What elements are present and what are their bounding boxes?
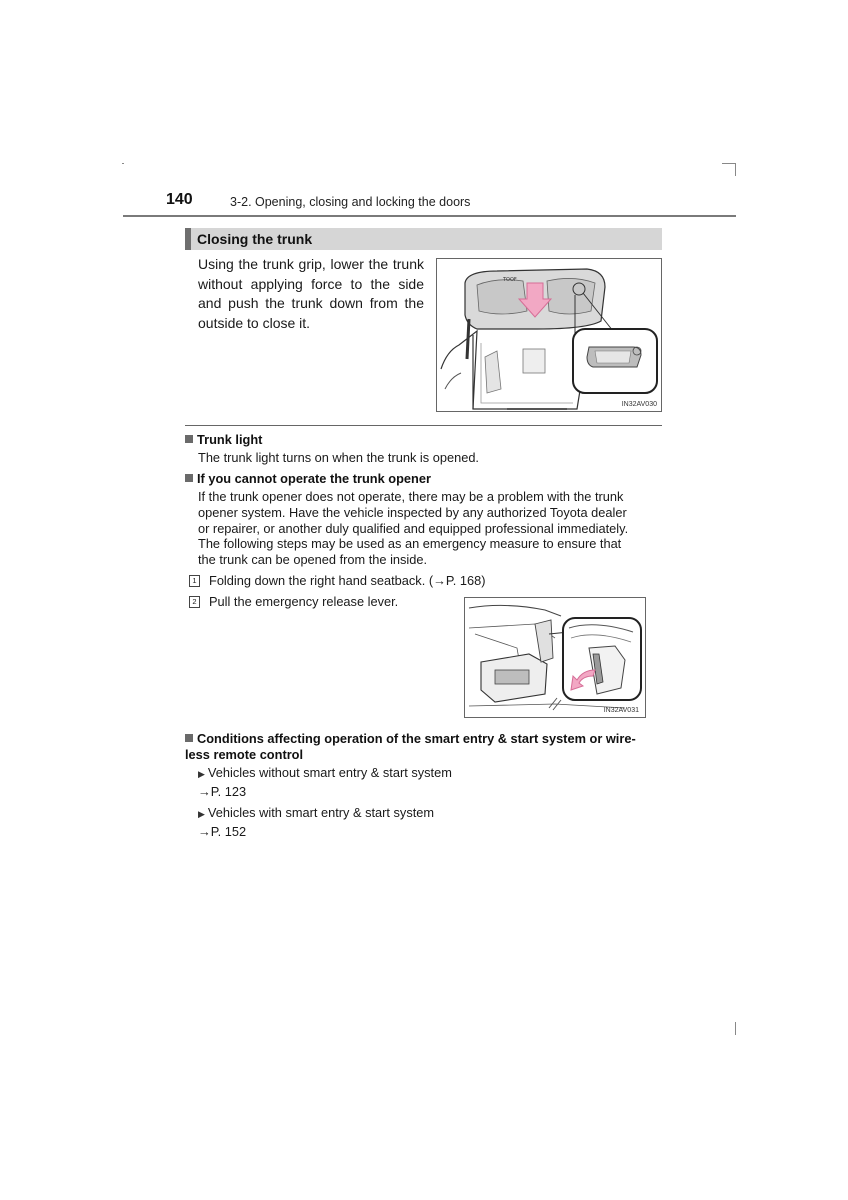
intro-paragraph: Using the trunk grip, lower the trunk without applying force to the side and push the trunk down from the outside to close it. xyxy=(198,256,424,331)
step-2-number: 2 xyxy=(189,596,200,608)
trunk-light-heading-text: Trunk light xyxy=(197,432,263,447)
trunk-light-heading xyxy=(185,432,262,447)
opener-line: The following steps may be used as an emergency measure to ensure that xyxy=(198,536,622,552)
conditions-heading-text xyxy=(185,731,636,763)
conditions-item-2-text: Vehicles with smart entry & start system xyxy=(207,805,435,820)
opener-paragraph xyxy=(198,489,668,568)
square-bullet-icon xyxy=(185,435,193,443)
emergency-release-illustration xyxy=(465,598,645,717)
crop-mark-top-right-v xyxy=(735,163,736,176)
chapter-title: 3-2. Opening, closing and locking the doors xyxy=(230,195,471,209)
conditions-item-2-ref[interactable]: →P. 152 xyxy=(198,824,247,839)
step-1 xyxy=(189,573,486,588)
triangle-bullet-icon: ▶ xyxy=(198,769,205,779)
conditions-item-2 xyxy=(198,805,434,823)
conditions-item-1 xyxy=(198,765,452,783)
conditions-heading-line: Conditions affecting operation of the smart entry & start system or wire- xyxy=(197,731,636,746)
opener-heading xyxy=(185,471,431,486)
opener-line: the trunk can be opened from the inside. xyxy=(198,552,428,568)
conditions-heading xyxy=(185,731,665,763)
conditions-item-1-text: Vehicles without smart entry & start system xyxy=(207,765,452,780)
opener-line: or repairer, or another duly qualified and equipped professional immediately. xyxy=(198,520,629,536)
conditions-item-1-ref[interactable]: →P. 123 xyxy=(198,784,247,799)
header-rule xyxy=(123,215,736,217)
figure2-code: IN32AV031 xyxy=(603,707,639,714)
step-1-text: Folding down the right hand seatback. (→P. 168) xyxy=(209,573,486,588)
square-bullet-icon xyxy=(185,474,193,482)
crop-mark-top-right-h xyxy=(722,163,735,164)
trunk-light-text: The trunk light turns on when the trunk is opened. xyxy=(198,450,479,465)
conditions-heading-line: less remote control xyxy=(185,747,304,762)
crop-mark-top-left xyxy=(122,163,124,164)
trunk-closing-figure xyxy=(436,258,662,412)
opener-line: opener system. Have the vehicle inspected by any authorized Toyota dealer xyxy=(198,504,627,520)
section-divider xyxy=(185,425,662,426)
step-2-text: Pull the emergency release lever. xyxy=(209,594,399,609)
opener-line: If the trunk opener does not operate, there may be a problem with the trunk xyxy=(198,489,624,504)
section-title: Closing the trunk xyxy=(197,231,313,247)
triangle-bullet-icon: ▶ xyxy=(198,809,205,819)
trunk-closing-illustration xyxy=(437,259,661,411)
emergency-release-figure xyxy=(464,597,646,718)
step-2 xyxy=(189,594,398,609)
crop-mark-bottom-right xyxy=(735,1022,736,1035)
opener-heading-text: If you cannot operate the trunk opener xyxy=(197,471,431,486)
page-number: 140 xyxy=(166,191,193,208)
step-1-number: 1 xyxy=(189,575,200,587)
figure1-code: IN32AV030 xyxy=(621,401,657,408)
square-bullet-icon xyxy=(185,734,193,742)
svg-text:TOOF: TOOF xyxy=(503,277,517,283)
